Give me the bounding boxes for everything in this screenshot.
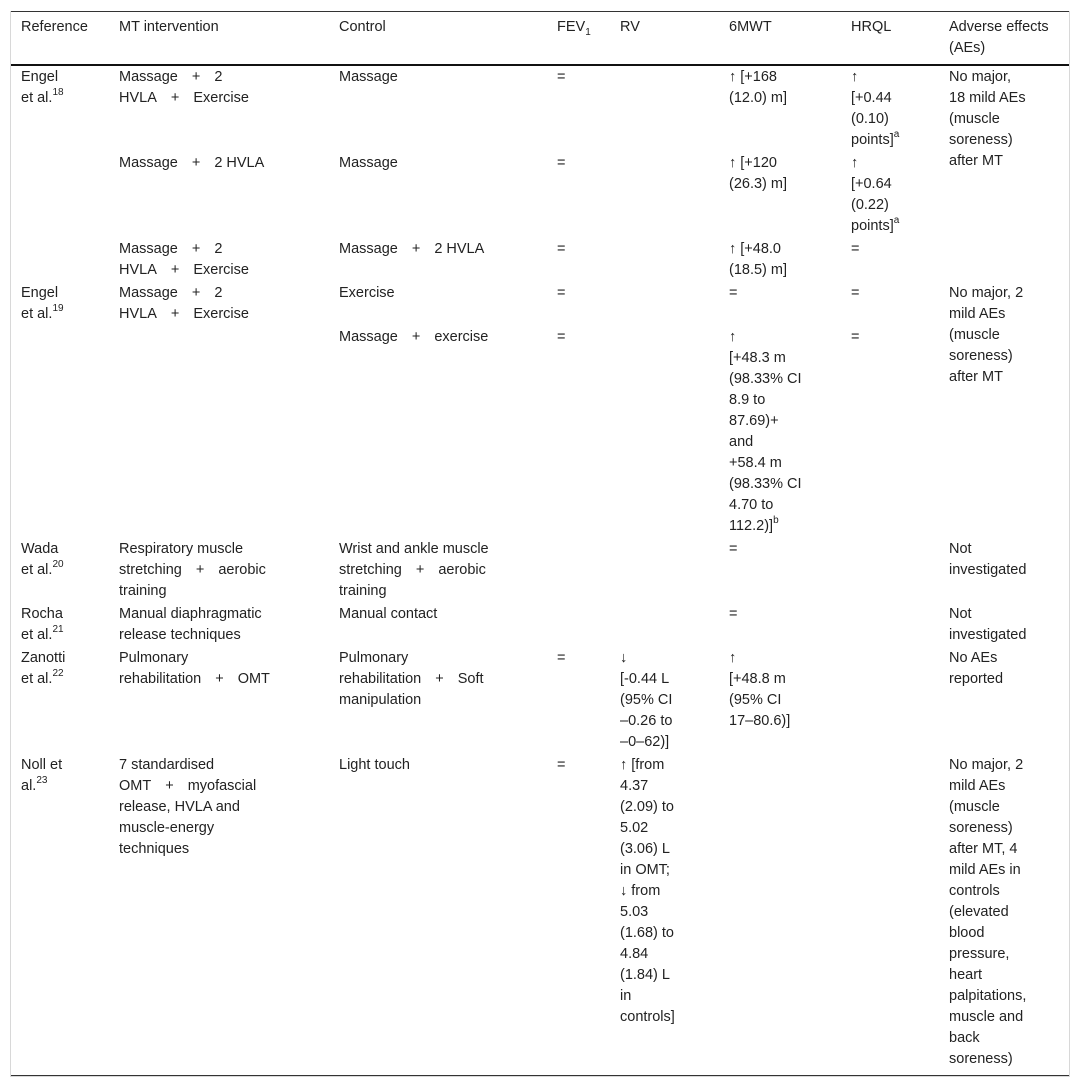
cell-line: ↑ [+48.0 [729, 241, 781, 257]
cell-line: Massage + 2 [119, 285, 223, 301]
row-1-control-cell [339, 67, 398, 88]
cell-line: (muscle [949, 799, 1000, 815]
cell-line: Respiratory muscle [119, 541, 244, 557]
cell-line: 5.02 [620, 820, 649, 836]
cell-line: and [729, 434, 754, 450]
cell-line: after MT [949, 153, 1003, 169]
cell-line: 7 standardised [119, 757, 215, 773]
row-9-ref-cell [21, 755, 62, 797]
row-4-ae-cell [949, 283, 1023, 388]
row-3-control-cell [339, 239, 484, 260]
row-2-hrql-cell [851, 153, 899, 237]
cell-line: = [729, 541, 738, 557]
row-2-sixmwt-cell [729, 153, 787, 195]
row-4-fev-cell [557, 283, 565, 304]
cell-line: et al.$^{22}$ [21, 668, 64, 687]
cell-line: (2.09) to [620, 799, 674, 815]
cell-line: No major, 2 [949, 757, 1024, 773]
row-1-sixmwt-cell [729, 67, 787, 109]
header-fev-label: FEV [557, 19, 586, 35]
footnote-marker: 21 [52, 624, 64, 636]
cell-line: (muscle [949, 327, 1000, 343]
cell-line: soreness) [949, 1051, 1013, 1067]
cell-line: soreness) [949, 348, 1013, 364]
cell-line: (98.33% CI [729, 371, 802, 387]
cell-line: points]$^a$ [851, 129, 900, 148]
cell-line: ↑ [729, 650, 737, 666]
cell-line: Engel [21, 69, 59, 85]
cell-line: (0.22) [851, 197, 889, 213]
cell-line: [+48.3 m [729, 350, 786, 366]
cell-line: = [557, 757, 566, 773]
cell-line: (95% CI [620, 692, 673, 708]
footnote-marker: 22 [52, 668, 64, 680]
cell-line: blood [949, 925, 985, 941]
row-8-fev-cell [557, 648, 565, 669]
cell-line: pressure, [949, 946, 1010, 962]
cell-line: 4.70 to [729, 497, 774, 513]
cell-line: after MT, 4 [949, 841, 1018, 857]
cell-line: back [949, 1030, 980, 1046]
cell-line: Massage + exercise [339, 329, 489, 345]
cell-line: HVLA + Exercise [119, 90, 249, 106]
row-8-rv-cell [620, 648, 672, 753]
footnote-marker: 20 [52, 559, 64, 571]
row-8-ref-cell [21, 648, 65, 690]
cell-line: Not [949, 541, 972, 557]
cell-line: mild AEs [949, 306, 1006, 322]
cell-line: Not [949, 606, 972, 622]
row-8-mt-cell [119, 648, 270, 690]
cell-line: –0.26 to [620, 713, 673, 729]
table-bottom-rule [11, 1075, 1069, 1076]
cell-line: Massage [339, 155, 398, 171]
table-top-rule [11, 11, 1069, 12]
row-4-ref-cell [21, 283, 64, 325]
cell-line: (0.10) [851, 111, 889, 127]
row-7-ae-cell [949, 604, 1026, 646]
cell-line: [-0.44 L [620, 671, 670, 687]
cell-line: Massage [339, 69, 398, 85]
row-1-ae-cell [949, 67, 1026, 172]
cell-line: (3.06) L [620, 841, 670, 857]
cell-line: 5.03 [620, 904, 649, 920]
row-2-mt-cell [119, 153, 264, 174]
cell-line: Exercise [339, 285, 395, 301]
cell-line: Wada [21, 541, 59, 557]
row-2-control-cell [339, 153, 398, 174]
header-adverse-line-2: (AEs) [949, 40, 986, 56]
row-9-control-cell [339, 755, 410, 776]
cell-line: soreness) [949, 132, 1013, 148]
row-4-mt-cell [119, 283, 249, 325]
cell-line: –0–62)] [620, 734, 670, 750]
cell-line: = [851, 285, 860, 301]
cell-line: (muscle [949, 111, 1000, 127]
row-1-ref-cell [21, 67, 64, 109]
cell-line: Pulmonary [119, 650, 189, 666]
cell-line: release, HVLA and [119, 799, 240, 815]
header-hrql: HRQL [851, 19, 892, 35]
cell-line: rehabilitation + OMT [119, 671, 270, 687]
cell-line: = [557, 155, 566, 171]
cell-line: Zanotti [21, 650, 66, 666]
header-rv: RV [620, 19, 640, 35]
footnote-marker: 19 [52, 303, 64, 315]
header-adverse-line-1: Adverse effects [949, 19, 1049, 35]
row-1-mt-cell [119, 67, 249, 109]
row-1-fev-cell [557, 67, 565, 88]
cell-line: ↓ [620, 650, 628, 666]
row-3-fev-cell [557, 239, 565, 260]
row-5-sixmwt-cell [729, 327, 802, 537]
row-3-sixmwt-cell [729, 239, 787, 281]
cell-line: mild AEs in [949, 862, 1021, 878]
row-3-hrql-cell [851, 239, 859, 260]
cell-line: = [729, 285, 738, 301]
cell-line: Noll et [21, 757, 63, 773]
cell-line: 17–80.6)] [729, 713, 791, 729]
cell-line: = [557, 69, 566, 85]
cell-line: HVLA + Exercise [119, 262, 249, 278]
cell-line: 8.9 to [729, 392, 766, 408]
cell-line: 18 mild AEs [949, 90, 1026, 106]
row-5-fev-cell [557, 327, 565, 348]
cell-line: = [557, 650, 566, 666]
cell-line: = [851, 241, 860, 257]
cell-line: [+0.44 [851, 90, 892, 106]
row-9-fev-cell [557, 755, 565, 776]
footnote-marker: 23 [36, 775, 48, 787]
cell-line: OMT + myofascial [119, 778, 257, 794]
cell-line: Pulmonary [339, 650, 409, 666]
footnote-marker: 18 [52, 87, 64, 99]
cell-line: et al.$^{21}$ [21, 624, 64, 643]
cell-line: Massage + 2 [119, 69, 223, 85]
cell-line: controls [949, 883, 1000, 899]
row-6-mt-cell [119, 539, 266, 602]
cell-line: (1.68) to [620, 925, 674, 941]
cell-line: investigated [949, 627, 1027, 643]
cell-line: ↑ [from [620, 757, 665, 773]
cell-line: = [729, 606, 738, 622]
row-6-control-cell [339, 539, 489, 602]
cell-line: (1.84) L [620, 967, 670, 983]
cell-line: Massage + 2 HVLA [339, 241, 485, 257]
cell-line: ↑ [+168 [729, 69, 777, 85]
row-1-hrql-cell [851, 67, 899, 151]
cell-line: Manual contact [339, 606, 438, 622]
header-fev1 [557, 17, 591, 38]
cell-line: = [557, 329, 566, 345]
cell-line: muscle and [949, 1009, 1024, 1025]
row-3-mt-cell [119, 239, 249, 281]
cell-line: investigated [949, 562, 1027, 578]
cell-line: HVLA + Exercise [119, 306, 249, 322]
row-9-mt-cell [119, 755, 256, 860]
cell-line: training [339, 583, 387, 599]
cell-line: heart [949, 967, 983, 983]
row-4-sixmwt-cell [729, 283, 737, 304]
cell-line: = [557, 285, 566, 301]
footnote-marker: a [893, 129, 900, 141]
cell-line: (26.3) m] [729, 176, 788, 192]
cell-line: +58.4 m [729, 455, 782, 471]
cell-line: 4.37 [620, 778, 649, 794]
cell-line: No major, [949, 69, 1012, 85]
row-9-rv-cell [620, 755, 675, 1028]
cell-line: stretching + aerobic [339, 562, 486, 578]
row-6-sixmwt-cell [729, 539, 737, 560]
cell-line: [+48.8 m [729, 671, 786, 687]
cell-line: soreness) [949, 820, 1013, 836]
cell-line: in OMT; [620, 862, 670, 878]
cell-line: No AEs [949, 650, 998, 666]
cell-line: ↑ [851, 69, 859, 85]
cell-line: training [119, 583, 167, 599]
cell-line: Light touch [339, 757, 410, 773]
header-reference: Reference [21, 19, 88, 35]
row-6-ae-cell [949, 539, 1026, 581]
cell-line: controls] [620, 1009, 675, 1025]
cell-line: 4.84 [620, 946, 649, 962]
row-4-control-cell [339, 283, 395, 304]
table-header-rule [11, 64, 1069, 66]
cell-line: al.$^{23}$ [21, 775, 48, 794]
row-8-sixmwt-cell [729, 648, 790, 732]
cell-line: ↑ [851, 155, 859, 171]
cell-line: (18.5) m] [729, 262, 788, 278]
cell-line: ↓ from [620, 883, 661, 899]
cell-line: (95% CI [729, 692, 782, 708]
row-8-control-cell [339, 648, 484, 711]
cell-line: (98.33% CI [729, 476, 802, 492]
cell-line: muscle-energy [119, 820, 215, 836]
cell-line: stretching + aerobic [119, 562, 266, 578]
header-control: Control [339, 19, 386, 35]
row-8-ae-cell [949, 648, 1003, 690]
header-6mwt: 6MWT [729, 19, 772, 35]
cell-line: No major, 2 [949, 285, 1024, 301]
row-7-ref-cell [21, 604, 64, 646]
row-9-ae-cell [949, 755, 1026, 1070]
cell-line: release techniques [119, 627, 241, 643]
cell-line: 112.2)]$^b$ [729, 515, 779, 534]
cell-line: et al.$^{18}$ [21, 87, 64, 106]
row-2-fev-cell [557, 153, 565, 174]
cell-line: et al.$^{19}$ [21, 303, 64, 322]
cell-line: Massage + 2 [119, 241, 223, 257]
cell-line: 87.69)+ [729, 413, 779, 429]
footnote-marker: a [893, 215, 900, 227]
cell-line: = [851, 329, 860, 345]
row-7-control-cell [339, 604, 437, 625]
cell-line: Rocha [21, 606, 63, 622]
cell-line: ↑ [729, 329, 737, 345]
cell-line: reported [949, 671, 1004, 687]
cell-line: points]$^a$ [851, 215, 900, 234]
cell-line: Engel [21, 285, 59, 301]
cell-line: Massage + 2 HVLA [119, 155, 265, 171]
row-4-hrql-cell [851, 283, 859, 304]
cell-line: mild AEs [949, 778, 1006, 794]
cell-line: after MT [949, 369, 1003, 385]
row-7-sixmwt-cell [729, 604, 737, 625]
header-fev-subscript: 1 [585, 26, 591, 38]
header-mt-intervention: MT intervention [119, 19, 219, 35]
cell-line: Wrist and ankle muscle [339, 541, 489, 557]
cell-line: = [557, 241, 566, 257]
header-adverse-effects [949, 17, 1049, 59]
cell-line: palpitations, [949, 988, 1027, 1004]
cell-line: (elevated [949, 904, 1009, 920]
row-6-ref-cell [21, 539, 64, 581]
cell-line: in [620, 988, 632, 1004]
row-5-control-cell [339, 327, 488, 348]
cell-line: Manual diaphragmatic [119, 606, 262, 622]
footnote-marker: b [773, 515, 779, 527]
cell-line: rehabilitation + Soft [339, 671, 484, 687]
row-5-hrql-cell [851, 327, 859, 348]
cell-line: manipulation [339, 692, 422, 708]
cell-line: ↑ [+120 [729, 155, 777, 171]
cell-line: techniques [119, 841, 190, 857]
cell-line: (12.0) m] [729, 90, 788, 106]
cell-line: et al.$^{20}$ [21, 559, 64, 578]
row-7-mt-cell [119, 604, 262, 646]
cell-line: [+0.64 [851, 176, 892, 192]
